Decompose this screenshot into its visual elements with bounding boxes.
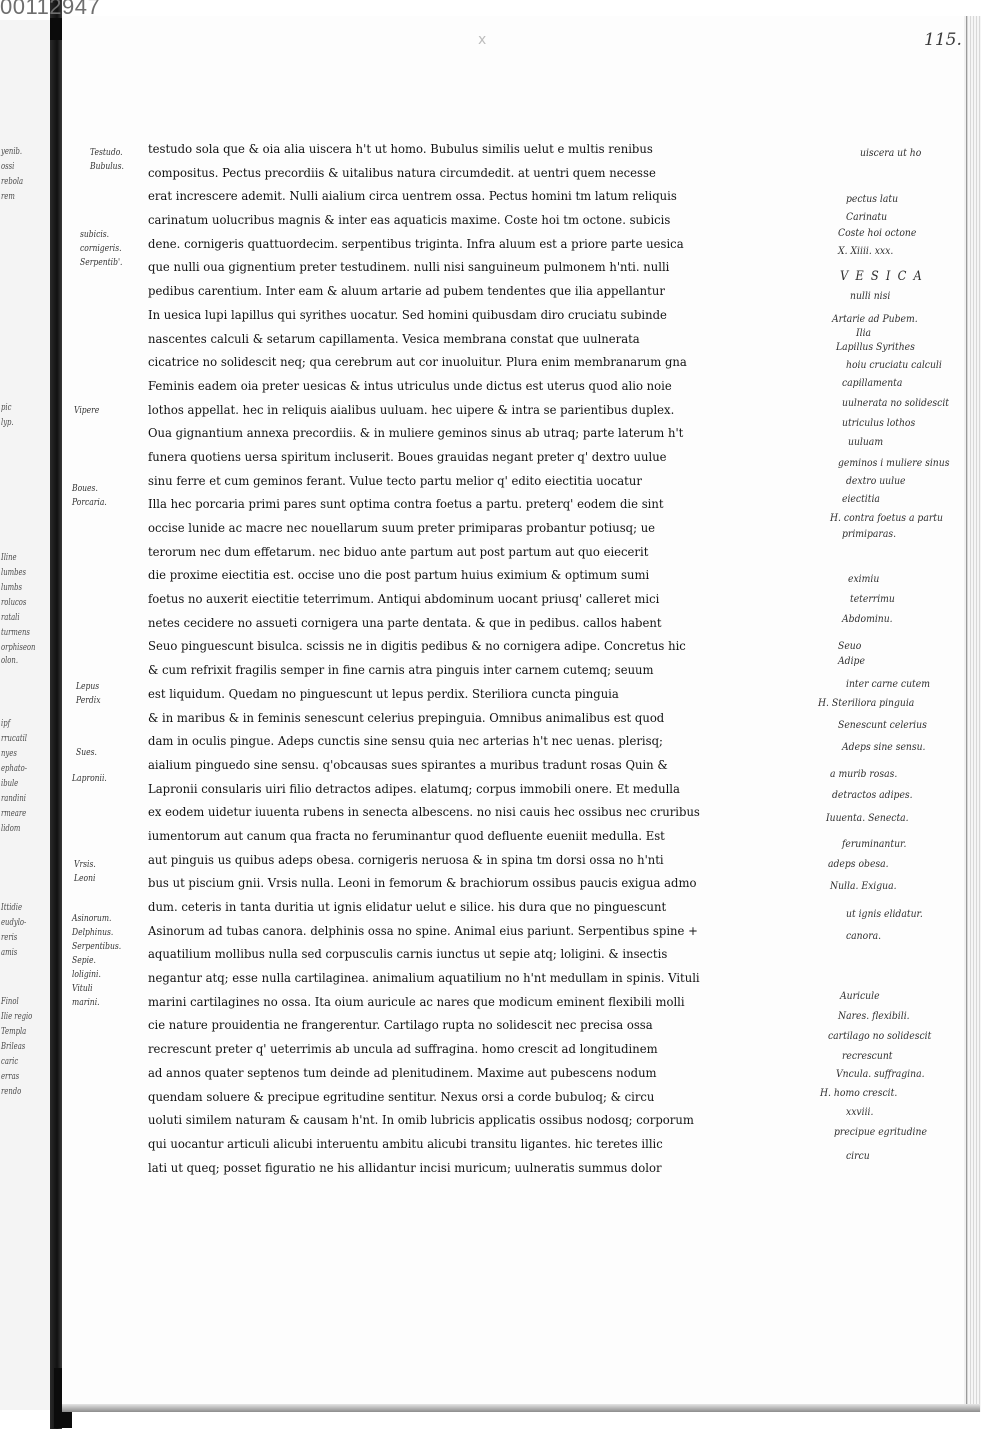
text-line: netes cecidere no assueti cornigera una parte dentata. & que in pedibus. callos habent [148, 615, 662, 630]
text-line: & cum refrixit fragilis semper in fine carnis atra pinguis inter carnem cutemq; seuum [148, 663, 654, 678]
text-line: Oua gignantium annexa precordiis. & in muliere geminos sinus ab utraq; parte laterum h't [148, 426, 684, 441]
text-line: & in maribus & in feminis senescunt celerius prepinguia. Omnibus animalibus est quod [148, 710, 665, 725]
text-line: occise lunide ac macre nec nouellarum suum preter primiparas probantur potiusq; ue [148, 521, 656, 535]
right-margin-note: X. Xiiii. xxx. [838, 245, 894, 257]
text-line: nascentes calculi & setarum capillamenta. Vesica membrana constat que uulnerata [148, 331, 640, 346]
right-margin-note: Carinatu [846, 211, 888, 223]
page-bottom-edge [62, 1404, 980, 1412]
left-margin-note: Boues. Porcaria. [72, 483, 107, 508]
right-margin-note: adeps obesa. [828, 858, 889, 870]
text-line: ad annos quater septenos tum deinde ad plenitudinem. Maxime aut pubescens nodum [148, 1065, 657, 1080]
text-line: Feminis eadem oia preter uesicas & intus utriculus unde dictus est uterus quod alio noie [148, 378, 672, 393]
text-line: Asinorum ad tubas canora. delphinis ossa no spine. Animal eius pariunt. Serpentibus spine + [148, 923, 698, 938]
right-margin-note: Artarie ad Pubem. [832, 313, 918, 325]
facing-page-note: pic lyp. [1, 402, 14, 428]
text-line: Seuo pinguescunt bisulca. scissis ne in digitis pedibus & no cornigera adipe. Concretus hic [148, 639, 686, 654]
text-line: terorum nec dum effetarum. nec biduo ante partum aut post partum aut quo eiecerit [148, 544, 649, 559]
text-line: erat increscere ademit. Nulli aialium circa uentrem ossa. Pectus homini tm latum reliquis [148, 189, 677, 204]
binding-gutter [50, 0, 62, 1429]
text-line: cicatrice no solidescit neq; qua cerebrum aut cor inuoluitur. Plura enim membranarum gna [148, 355, 687, 370]
right-margin-note: Ilia [856, 327, 872, 339]
left-margin-note: Sues. [76, 747, 97, 758]
right-margin-note: detractos adipes. [832, 789, 913, 801]
top-mark: x [478, 32, 487, 48]
right-margin-note: Coste hoi octone [838, 227, 917, 239]
right-margin-note: hoiu cruciatu calculi [846, 359, 942, 371]
right-margin-note: Senescunt celerius [838, 719, 927, 731]
text-line: sinu ferre et cum geminos ferant. Vulue tecto partu melior q' edito eiectitia uocatur [148, 473, 642, 488]
right-margin-note: Adipe [838, 655, 865, 667]
text-line: lati ut queq; posset figuratio ne his allidantur incisi muricum; uulneratis summus dolor [148, 1160, 662, 1175]
facing-page-notes [0, 20, 50, 1410]
right-margin-note: precipue egritudine [834, 1126, 927, 1138]
left-margin-note: Lepus Perdix [76, 681, 101, 706]
right-margin-note: Nares. flexibili. [838, 1010, 910, 1022]
text-line: aut pinguis us quibus adeps obesa. cornigeris neruosa & in spina tm dorsi ossa no h'nti [148, 852, 664, 867]
text-line: dum. ceteris in tanta duritia ut ignis elidatur uelut e silice. his dura que no pinguescunt [148, 900, 667, 914]
left-margin-note: Testudo. Bubulus. [90, 147, 124, 172]
text-line: aialium pinguedo sine sensu. q'obcausas sues spirantes a muribus tradunt rosas Quin & [148, 757, 668, 772]
right-margin-note: cartilago no solidescit [828, 1030, 932, 1042]
text-line: carinatum uolucribus magnis & inter eas aquaticis maxime. Coste hoi tm octone. subicis [148, 213, 671, 228]
text-line: ex eodem uidetur iuuenta rubens in senecta albescens. no nisi cauis hec ossibus nec cruribus [148, 805, 700, 820]
right-margin-note: H. contra foetus a partu [830, 512, 943, 524]
right-margin-note: Auricule [840, 990, 880, 1002]
right-margin-note: geminos i muliere sinus [838, 457, 950, 469]
right-margin-note: feruminantur. [842, 838, 907, 850]
text-line: qui uocantur articuli alicubi interuentu ambitu alicubi transitu ligantes. hic teretes illic [148, 1136, 663, 1151]
right-margin-note: V E S I C A [840, 269, 924, 284]
left-margin-note: subicis. cornigeris. Serpentib'. [80, 229, 123, 268]
facing-page-note: Ittidie eudylo- reris amis [1, 902, 27, 958]
right-margin-note: uiscera ut ho [860, 147, 922, 159]
facing-page-note: yenib. ossi rebola rem [1, 146, 24, 202]
right-margin-note: dextro uulue [846, 475, 906, 487]
right-margin-note: teterrimu [850, 593, 895, 605]
text-line: testudo sola que & oia alia uiscera h't ut homo. Bubulus similis uelut e multis renibus [148, 142, 653, 156]
right-margin-note: utriculus lothos [842, 417, 916, 429]
text-line: marini cartilagines no ossa. Ita oium auricule ac nares que modicum eminent flexibili molli [148, 994, 685, 1009]
text-line: uoluti similem naturam & causam h'nt. In omib lubricis applicatis ossibus nodosq; corporum [148, 1113, 694, 1128]
page-stack-edge [966, 16, 981, 1412]
right-margin-note: Abdominu. [842, 613, 893, 625]
left-margin-note: Vipere [74, 405, 100, 416]
right-margin-note: Adeps sine sensu. [842, 741, 926, 753]
right-margin-note: Iuuenta. Senecta. [826, 812, 909, 824]
text-line: bus ut piscium gnii. Vrsis nulla. Leoni in femorum & brachiorum ossibus paucis exigua admo [148, 876, 697, 891]
catalog-id-label: 00112947 [0, 0, 101, 19]
left-margin-note: Vrsis. Leoni [74, 859, 96, 884]
right-margin-note: Nulla. Exigua. [830, 880, 897, 892]
text-line: Lapronii consularis uiri filio detractos adipes. elatumq; corpus immobili onere. Et medulla [148, 781, 680, 796]
text-line: foetus no auxerit eiectitie teterrimum. Antiqui abdominum uocant priusq' calleret mici [148, 592, 660, 607]
text-line: negantur atq; esse nulla cartilaginea. animalium aquatilium no h'nt medullam in spinis. Vituli [148, 971, 700, 986]
text-line: iumentorum aut canum qua fracta no feruminantur quod defluente eueniit medulla. Est [148, 828, 665, 843]
text-line: est liquidum. Quedam no pinguescunt ut lepus perdix. Steriliora cuncta pinguia [148, 686, 619, 701]
text-line: recrescunt preter q' ueterrimis ab uncula ad suffragina. homo crescit ad longitudinem [148, 1042, 658, 1057]
text-line: pedibus carentium. Inter eam & aluum artarie ad pubem tendentes que ilia appellantur [148, 284, 665, 299]
facing-page-note: Iline lumbes lumbs rolucos ratali turmens orphiseon [1, 552, 36, 653]
right-margin-note: eximiu [848, 573, 880, 585]
right-margin-note: Vncula. suffragina. [836, 1068, 925, 1080]
right-margin-note: Seuo [838, 640, 862, 652]
folio-number: 115. [924, 30, 962, 50]
right-margin-note: primiparas. [842, 528, 897, 540]
right-margin-note: Lapillus Syrithes [836, 341, 915, 353]
right-margin-note: H. Steriliora pinguia [818, 697, 915, 709]
text-line: dam in oculis pingue. Adeps cunctis sine sensu quia nec arterias h't nec uenas. plerisq; [148, 734, 663, 749]
text-line: funera quotiens uersa spiritum incluserit. Boues grauidas negant preter q' dextro uulue [148, 449, 667, 464]
right-margin-note: uulnerata no solidescit [842, 397, 950, 409]
right-margin-note: H. homo crescit. [820, 1087, 898, 1099]
text-line: cie nature prouidentia ne frangerentur. Cartilago rupta no solidescit nec precisa ossa [148, 1018, 653, 1033]
left-margin-note: Lapronii. [72, 773, 107, 784]
right-margin-note: xxviii. [846, 1106, 874, 1118]
right-margin-note: circu [846, 1150, 870, 1162]
facing-page-note: ipf rrucatil nyes ephato- ibule randini rmeare lidom [1, 718, 28, 834]
text-line: In uesica lupi lapillus qui syrithes uocatur. Sed homini quibusdam diro cruciatu subinde [148, 307, 667, 322]
facing-page-edge [0, 20, 51, 1410]
right-margin-note: inter carne cutem [846, 678, 930, 690]
left-margin-note: Asinorum. Delphinus. Serpentibus. Sepie. loligini. Vituli marini. [72, 913, 122, 1008]
text-line: aquatilium mollibus nulla sed corpusculis carnis iunctus ut sepie atq; loligini. & insectis [148, 947, 668, 962]
right-margin-note: nulli nisi [850, 290, 891, 302]
right-margin-note: recrescunt [842, 1050, 893, 1062]
facing-page-note: Finol Ilie regio Templa Brileas caric erras rendo [1, 996, 33, 1097]
text-line: quendam soluere & precipue egritudine sentitur. Nexus orsi a corde bubuloq; & circu [148, 1089, 655, 1104]
right-margin-note: capillamenta [842, 377, 903, 389]
text-line: compositus. Pectus precordiis & uitalibus natura circumdedit. at uentri quem necesse [148, 165, 656, 180]
right-margin-note: uuluam [848, 436, 884, 448]
text-line: dene. cornigeris quattuordecim. serpentibus triginta. Infra aluum est a priore parte uesica [148, 236, 684, 251]
right-margin-note: canora. [846, 930, 882, 942]
right-margin-note: pectus latu [846, 193, 899, 205]
text-line: die proxime eiectitia est. occise uno die post partum huius eximium & optimum sumi [148, 568, 650, 583]
text-line: Illa hec porcaria primi pares sunt optima contra foetus a partu. preterq' eodem die sint [148, 497, 664, 512]
right-margin-note: a murib rosas. [830, 768, 898, 780]
text-line: que nulli oua gignentium preter testudinem. nulli nisi sanguineum pulmonem h'nti. nulli [148, 260, 670, 275]
main-text-column [148, 138, 798, 1180]
facing-page-note: olon. [1, 655, 19, 666]
right-margin-note: ut ignis elidatur. [846, 908, 923, 920]
text-line: lothos appellat. hec in reliquis aialibus uuluam. hec uipere & intra se parientibus duplex. [148, 402, 675, 417]
right-margin-note: eiectitia [842, 493, 880, 505]
